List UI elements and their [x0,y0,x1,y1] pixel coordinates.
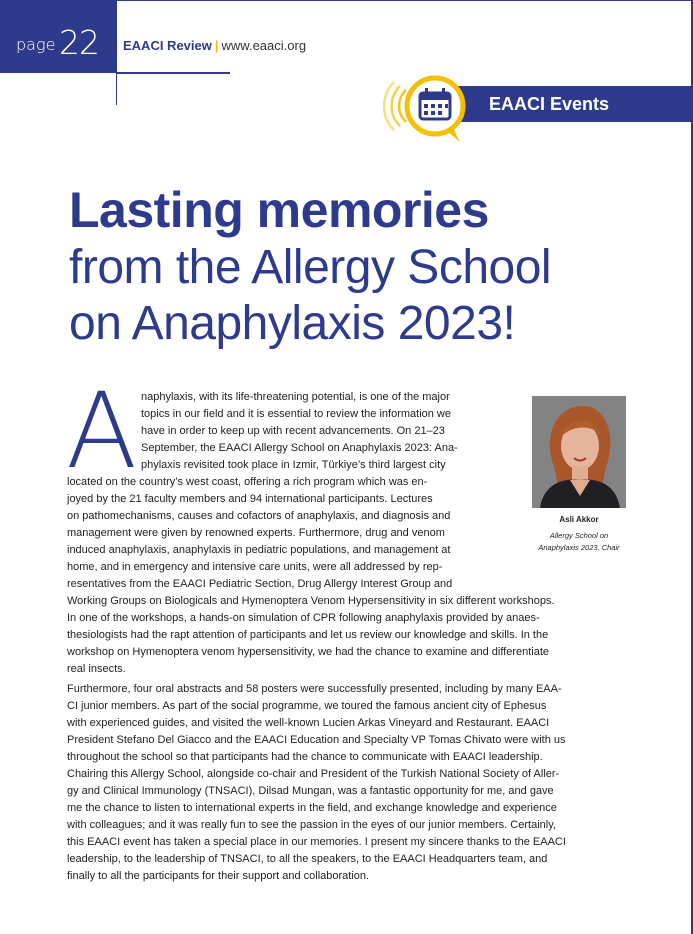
publication-line [123,38,306,53]
body-line: on pathomechanisms, causes and cofactors of anaphylaxis, and diagnosis and [67,510,451,522]
publication-name: EAACI Review [123,38,212,53]
article-title-bold: Lasting memories [69,182,489,238]
body-line: workshop on Hymenoptera venom hypersensitivity, we had the chance to examine and differentiate [67,646,550,658]
body-line: CI junior members. As part of the social programme, we toured the famous ancient city of Ephesus [67,700,547,712]
author-role-line2: Anaphylaxis 2023, Chair [538,543,620,552]
body-line: this EAACI event has taken a special place in our memories. I present my sincere thanks to the EAACI [67,836,566,848]
body-line: Working Groups on Biologicals and Hymenoptera Venom Hypersensitivity in six different workshops. [67,595,555,607]
body-line: me the chance to listen to international experts in the field, and exchange knowledge and experience [67,802,557,814]
body-line: President Stefano Del Giacco and the EAACI Education and Specialty VP Tomas Chivato were with us [67,734,566,746]
body-line: leadership, to the leadership of TNSACI, to all the speakers, to the EAACI Headquarters team, and [67,853,548,865]
body-line: resentatives from the EAACI Pediatric Section, Drug Allergy Interest Group and [67,578,453,590]
calendar-icon [380,66,470,146]
body-line: induced anaphylaxis, anaphylaxis in pediatric populations, and management at [67,544,451,556]
article-title-rest [69,240,551,352]
body-line: phylaxis revisited took place in Izmir, Türkiye’s third largest city [141,459,446,471]
body-line: real insects. [67,663,126,675]
body-line: have in order to keep up with recent advancements. On 21–23 [141,425,445,437]
body-line: topics in our field and it is essential to review the information we [141,408,451,420]
body-line: thesiologists had the rapt attention of participants and let us review our knowledge and skills. In the [67,629,549,641]
page-number: 22 [59,23,99,62]
drop-cap: A [66,370,138,492]
body-line: home, and in emergency and intensive care units, were all addressed by rep- [67,561,443,573]
separator: | [214,38,219,53]
body-line: throughout the school so that participants had the chance to communicate with EAACI leadership. [67,751,543,763]
section-label: EAACI Events [489,94,610,114]
body-line: with colleagues; and it was really fun to see the passion in the eyes of our junior members. Certainly, [67,819,556,831]
header-horizontal-rule [116,72,230,74]
body-line: joyed by the 21 faculty members and 94 international participants. Lectures [67,493,433,505]
top-frame-rule [116,0,692,1]
website-link[interactable]: www.eaaci.org [221,38,307,53]
article-title-line3: on Anaphylaxis 2023! [69,297,516,350]
body-line: In one of the workshops, a hands-on simulation of CPR following anaphylaxis provided by anaes- [67,612,540,624]
body-line: Furthermore, four oral abstracts and 58 posters were successfully presented, including by many EAA- [67,683,562,695]
body-line: located on the country’s west coast, offering a rich program which was en- [67,476,428,488]
page-word: page [16,35,56,54]
body-line: Chairing this Allergy School, alongside co-chair and President of the Turkish National Society of Aller- [67,768,560,780]
author-photo [532,396,626,508]
body-line: finally to all the participants for their support and collaboration. [67,870,370,882]
body-line: management were given by renowned experts. Furthermore, drug and venom [67,527,445,539]
body-line: September, the EAACI Allergy School on Anaphylaxis 2023: Ana- [141,442,458,454]
author-role-line1: Allergy School on [549,531,609,540]
author-role [520,530,638,554]
author-name: Asli Akkor [559,515,599,524]
body-line: with experienced guides, and visited the well-known Lucien Arkas Vineyard and Restaurant. EAACI [67,717,550,729]
body-line: gy and Clinical Immunology (TNSACI), Dilsad Mungan, was a fantastic opportunity for me, and gave [67,785,554,797]
page-number-box [0,0,116,73]
body-line: naphylaxis, with its life-threatening potential, is one of the major [141,391,450,403]
header-vertical-rule [116,0,117,105]
article-title-line2: from the Allergy School [69,241,552,294]
